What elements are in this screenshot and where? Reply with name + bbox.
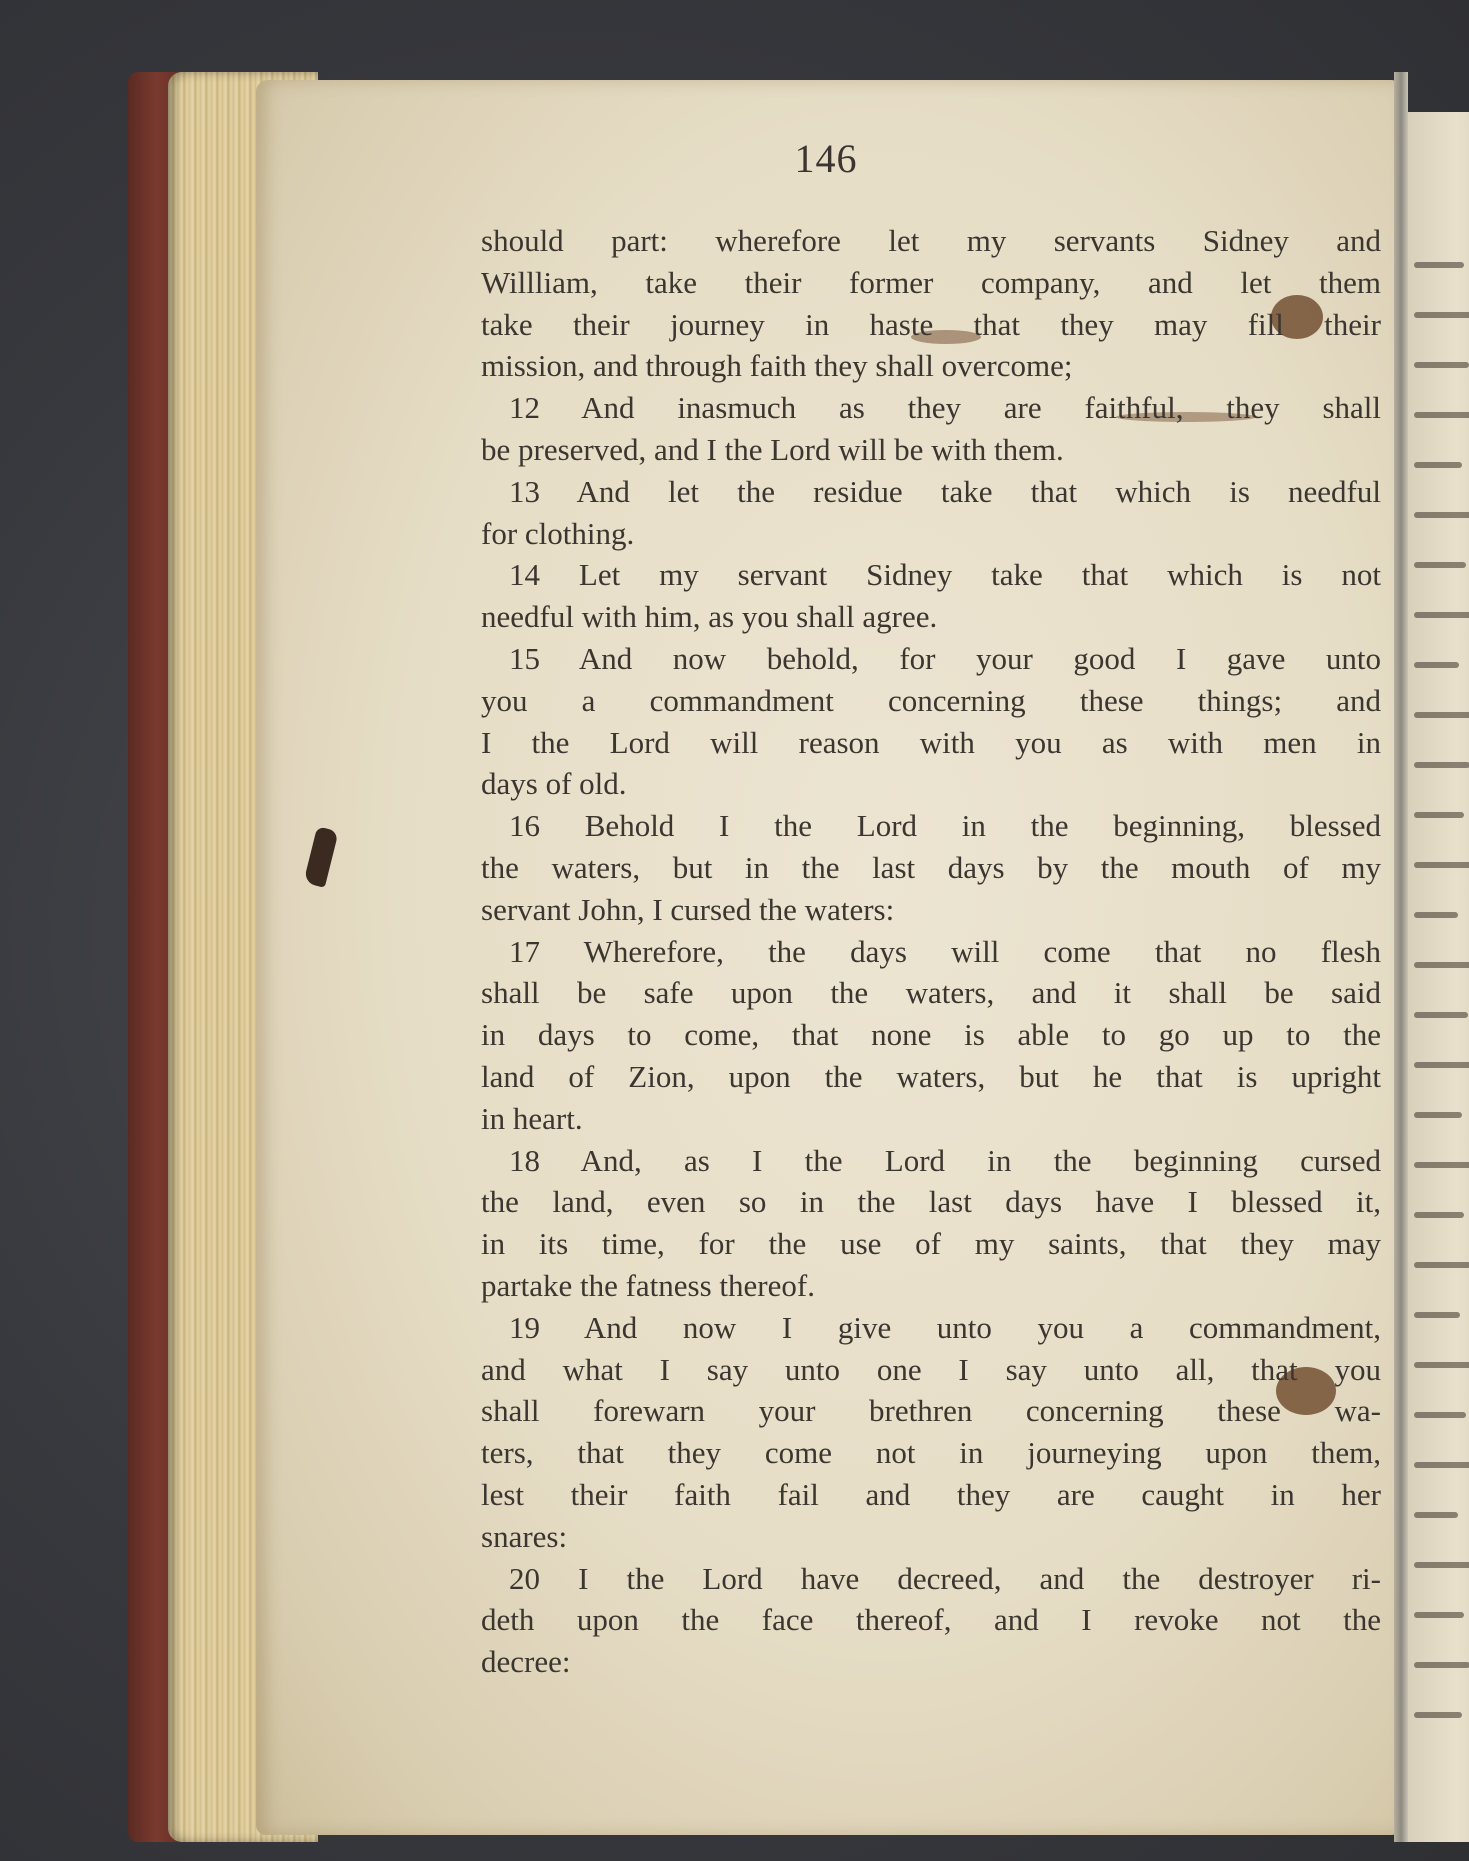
ghost-text-mark [1414,1462,1469,1468]
verse-start-line: 14 Let my servant Sidney take that which is not [509,557,1381,593]
text-line: land of Zion, upon the waters, but he that is upright [481,1058,1381,1094]
text-line: partake the fatness thereof. [481,1267,815,1303]
ghost-text-mark [1414,612,1469,618]
verse-start-line: 12 And inasmuch as they are faithful, they shall [509,390,1381,426]
ghost-text-mark [1414,812,1464,818]
text-line: decree: [481,1644,571,1680]
ghost-text-mark [1414,862,1469,868]
book-gutter [1394,72,1408,1842]
ghost-text-mark [1414,712,1469,718]
text-line: in its time, for the use of my saints, that they may [481,1226,1381,1262]
text-line: I the Lord will reason with you as with men in [481,724,1381,760]
book-page [256,80,1396,1835]
text-line: you a commandment concerning these things; and [481,682,1381,718]
text-line: servant John, I cursed the waters: [481,891,895,927]
text-line: take their journey in haste that they may fill their [481,306,1381,342]
text-line: be preserved, and I the Lord will be with them. [481,431,1064,467]
ghost-text-mark [1414,1412,1466,1418]
ghost-text-mark [1414,1512,1458,1518]
verse-start-line: 20 I the Lord have decreed, and the destroyer ri- [509,1560,1381,1596]
verse-start-line: 15 And now behold, for your good I gave unto [509,640,1381,676]
ghost-text-mark [1414,262,1464,268]
ghost-text-mark [1414,562,1466,568]
ghost-text-mark [1414,1112,1462,1118]
text-line: shall be safe upon the waters, and it shall be said [481,975,1381,1011]
text-line: lest their faith fail and they are caught in her [481,1476,1381,1512]
ghost-text-mark [1414,1162,1469,1168]
verse-start-line: 17 Wherefore, the days will come that no flesh [509,933,1381,969]
text-line: mission, and through faith they shall overcome; [481,348,1073,384]
ghost-text-mark [1414,1712,1462,1718]
ghost-text-mark [1414,512,1469,518]
ghost-text-mark [1414,1362,1469,1368]
text-line: Willliam, take their former company, and let them [481,264,1381,300]
text-line: should part: wherefore let my servants Sidney and [481,223,1381,258]
ghost-text-mark [1414,1262,1469,1268]
text-line: ters, that they come not in journeying upon them, [481,1435,1381,1471]
text-line: days of old. [481,766,627,802]
ghost-text-mark [1414,662,1459,668]
text-line: snares: [481,1518,568,1554]
verse-start-line: 16 Behold I the Lord in the beginning, blessed [509,808,1381,844]
ghost-text-mark [1414,362,1469,368]
open-book [128,72,1469,1842]
text-line: in heart. [481,1100,583,1136]
text-line: in days to come, that none is able to go up to the [481,1017,1381,1053]
text-line: shall forewarn your brethren concerning these wa- [481,1393,1381,1429]
ghost-text-mark [1414,312,1469,318]
ghost-text-mark [1414,1012,1468,1018]
ghost-text-mark [1414,412,1469,418]
facing-page-edge [1408,112,1469,1842]
ghost-text-mark [1414,1062,1469,1068]
page-text [481,220,1381,1683]
ghost-text-mark [1414,762,1469,768]
page-number: 146 [794,136,858,181]
ghost-text-mark [1414,1212,1464,1218]
text-line: needful with him, as you shall agree. [481,599,938,635]
ghost-text-mark [1414,1312,1460,1318]
ghost-text-mark [1414,962,1469,968]
verse-start-line: 13 And let the residue take that which is needful [509,473,1381,509]
verse-start-line: 18 And, as I the Lord in the beginning cursed [509,1142,1381,1178]
text-line: the waters, but in the last days by the mouth of my [481,849,1381,885]
ghost-text-mark [1414,1562,1469,1568]
text-line: for clothing. [481,515,635,551]
ghost-text-mark [1414,1612,1464,1618]
text-line: and what I say unto one I say unto all, that you [481,1351,1381,1387]
text-line: deth upon the face thereof, and I revoke not the [481,1602,1381,1638]
ghost-text-mark [1414,1662,1469,1668]
ghost-text-mark [1414,462,1462,468]
text-line: the land, even so in the last days have I blessed it, [481,1184,1381,1220]
ghost-text-mark [1414,912,1458,918]
verse-start-line: 19 And now I give unto you a commandment, [509,1309,1381,1345]
